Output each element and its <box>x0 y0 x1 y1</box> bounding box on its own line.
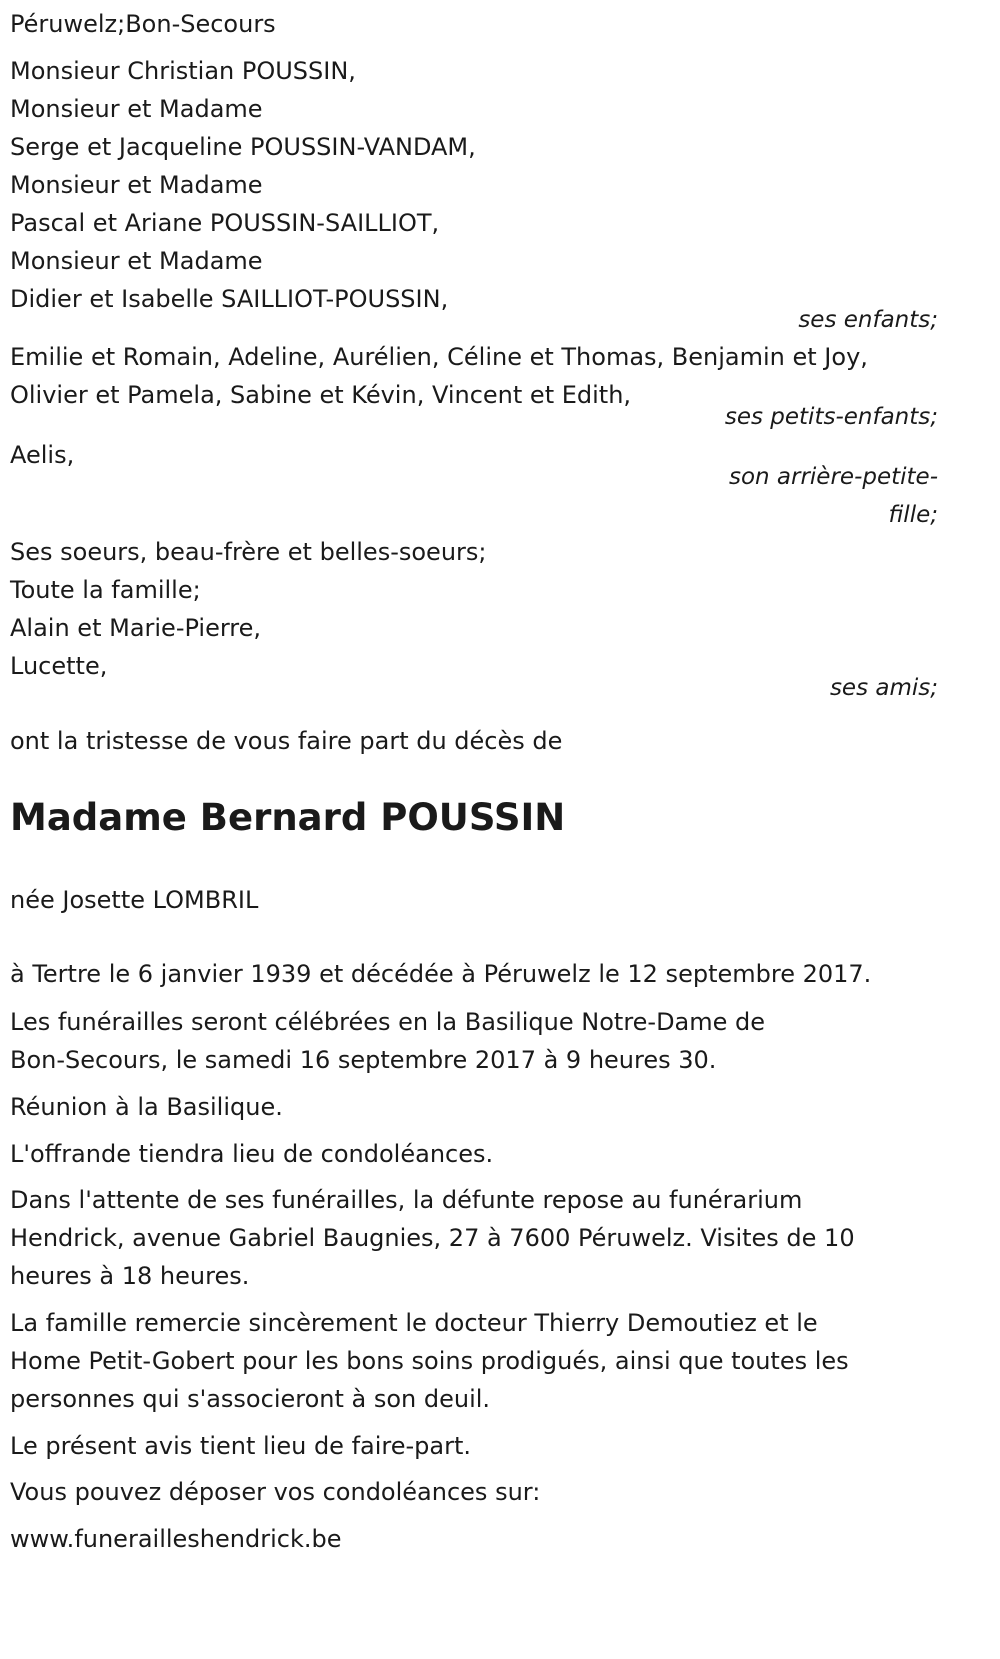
family-line: Monsieur et Madame <box>10 95 263 123</box>
dates: à Tertre le 6 janvier 1939 et décédée à Péruwelz le 12 septembre 2017. <box>10 960 872 988</box>
family-line: Monsieur Christian POUSSIN, <box>10 57 356 85</box>
condolences-text: Vous pouvez déposer vos condoléances sur: <box>10 1478 541 1506</box>
great-grandchild-label-1: son arrière-petite- <box>728 464 938 490</box>
family-line: Ses soeurs, beau-frère et belles-soeurs; <box>10 538 487 566</box>
family-line: Olivier et Pamela, Sabine et Kévin, Vincent et Edith, <box>10 381 632 409</box>
family-line: Didier et Isabelle SAILLIOT-POUSSIN, <box>10 285 449 313</box>
website-link[interactable]: www.funerailleshendrick.be <box>10 1525 342 1553</box>
great-grandchild: Aelis, <box>10 441 75 469</box>
family-line: Emilie et Romain, Adeline, Aurélien, Céline et Thomas, Benjamin et Joy, <box>10 343 868 371</box>
location-header: Péruwelz;Bon-Secours <box>10 10 276 38</box>
children-label: ses enfants; <box>798 307 938 333</box>
rest-paragraph: Dans l'attente de ses funérailles, la défunte repose au funérarium Hendrick, avenue Gabriel Baugnies, 27 à 7600 Péruwelz. Visites de 10 heures à 18 heures. <box>10 1186 855 1290</box>
family-line: Monsieur et Madame <box>10 247 263 275</box>
grandchildren-label: ses petits-enfants; <box>724 404 938 430</box>
great-grandchild-label-2: fille; <box>888 502 938 528</box>
family-line: Serge et Jacqueline POUSSIN-VANDAM, <box>10 133 476 161</box>
children-list <box>10 52 940 318</box>
funeral-paragraph: Les funérailles seront célébrées en la Basilique Notre-Dame de Bon-Secours, le samedi 16 septembre 2017 à 9 heures 30. <box>10 1008 766 1074</box>
others-list <box>10 533 940 685</box>
family-line: Toute la famille; <box>10 576 201 604</box>
offering: L'offrande tiendra lieu de condoléances. <box>10 1140 494 1168</box>
friends-label: ses amis; <box>829 675 938 701</box>
family-line: Lucette, <box>10 652 108 680</box>
notice: Le présent avis tient lieu de faire-part. <box>10 1432 472 1460</box>
family-line: Monsieur et Madame <box>10 171 263 199</box>
announcement: ont la tristesse de vous faire part du décès de <box>10 727 563 755</box>
born-name: née Josette LOMBRIL <box>10 886 259 914</box>
family-line: Pascal et Ariane POUSSIN-SAILLIOT, <box>10 209 440 237</box>
family-line: Alain et Marie-Pierre, <box>10 614 262 642</box>
meeting: Réunion à la Basilique. <box>10 1093 283 1121</box>
deceased-name: Madame Bernard POUSSIN <box>10 796 566 839</box>
thanks-paragraph: La famille remercie sincèrement le docteur Thierry Demoutiez et le Home Petit-Gobert pour les bons soins prodigués, ainsi que toutes les personnes qui s'associeront à son deuil. <box>10 1309 849 1413</box>
